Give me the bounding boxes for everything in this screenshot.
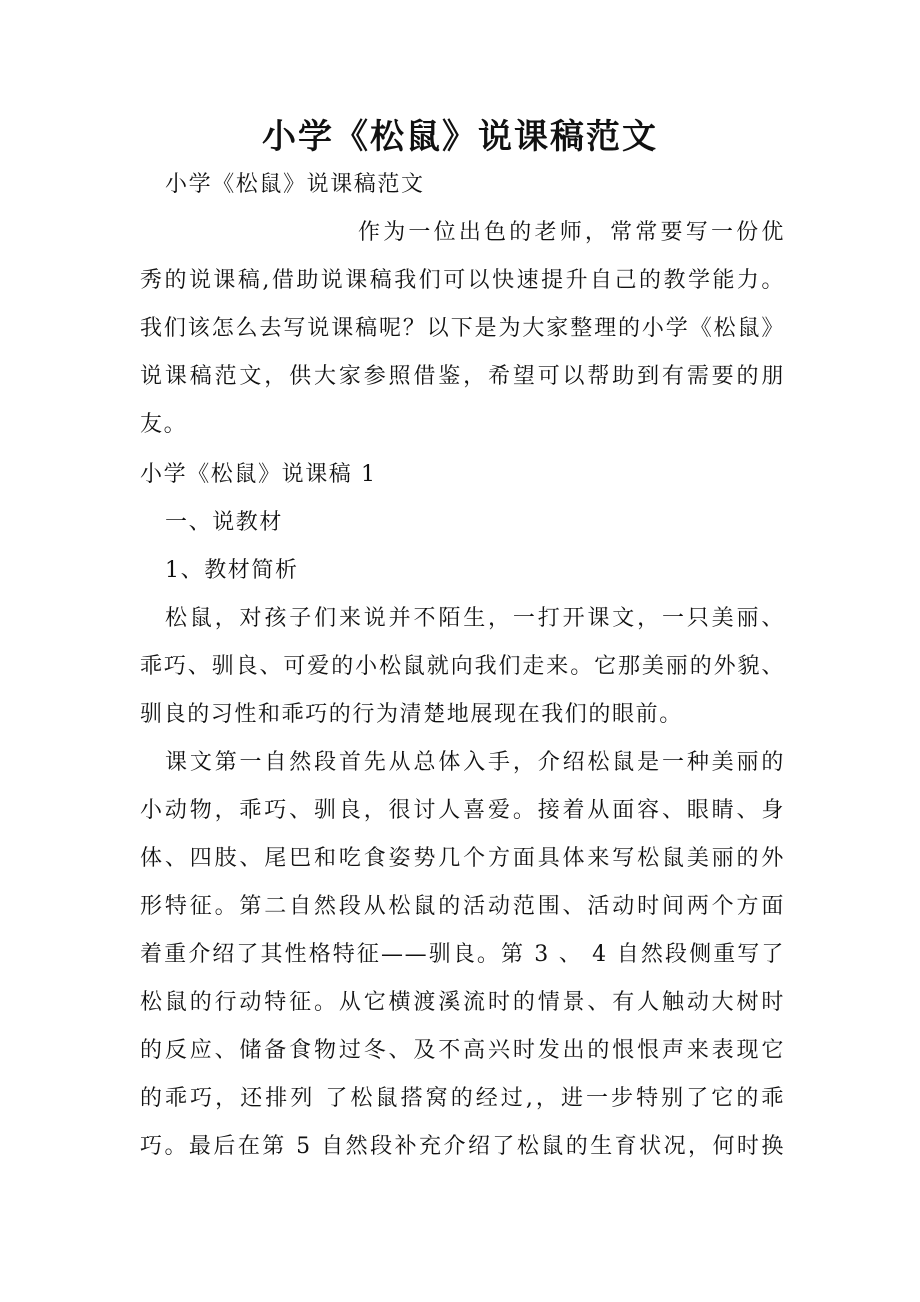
intro-line: 说课稿范文，供大家参照借鉴，希望可以帮助到有需要的朋 bbox=[140, 364, 785, 389]
paragraph-line: 课文第一自然段首先从总体入手，介绍松鼠是一种美丽的 bbox=[165, 750, 785, 775]
document-subtitle: 小学《松鼠》说课稿范文 bbox=[165, 172, 425, 197]
paragraph-line: 巧。最后在第 5 自然段补充介绍了松鼠的生育状况，何时换 bbox=[140, 1134, 785, 1159]
paragraph-line: 小动物，乖巧、驯良，很讨人喜爱。接着从面容、眼睛、身 bbox=[140, 798, 785, 823]
intro-line: 秀的说课稿,借助说课稿我们可以快速提升自己的教学能力。 bbox=[140, 268, 785, 293]
paragraph-line: 乖巧、驯良、可爱的小松鼠就向我们走来。它那美丽的外貌、 bbox=[140, 654, 785, 679]
paragraph-line: 形特征。第二自然段从松鼠的活动范围、活动时间两个方面 bbox=[140, 894, 785, 919]
intro-line: 友。 bbox=[140, 412, 188, 437]
paragraph-line: 的反应、储备食物过冬、及不高兴时发出的恨恨声来表现它 bbox=[140, 1038, 785, 1063]
section-heading: 小学《松鼠》说课稿 1 bbox=[140, 462, 377, 487]
paragraph-line: 着重介绍了其性格特征——驯良。第 3 、 4 自然段侧重写了 bbox=[140, 942, 785, 967]
paragraph-line: 的乖巧，还排列 了松鼠搭窝的经过,，进一步特别了它的乖 bbox=[140, 1086, 785, 1111]
paragraph-line: 体、四肢、尾巴和吃食姿势几个方面具体来写松鼠美丽的外 bbox=[140, 846, 785, 871]
subpart-heading: 1、教材简析 bbox=[165, 558, 299, 583]
paragraph-line: 驯良的习性和乖巧的行为清楚地展现在我们的眼前。 bbox=[140, 702, 683, 727]
part-heading: 一、说教材 bbox=[165, 510, 284, 535]
paragraph-line: 松鼠的行动特征。从它横渡溪流时的情景、有人触动大树时 bbox=[140, 990, 785, 1015]
paragraph-line: 松鼠，对孩子们来说并不陌生，一打开课文，一只美丽、 bbox=[165, 606, 785, 631]
document-title: 小学《松鼠》说课稿范文 bbox=[262, 117, 658, 157]
intro-line: 作为一位出色的老师，常常要写一份优 bbox=[358, 220, 785, 245]
intro-line: 我们该怎么去写说课稿呢？以下是为大家整理的小学《松鼠》 bbox=[140, 316, 785, 341]
